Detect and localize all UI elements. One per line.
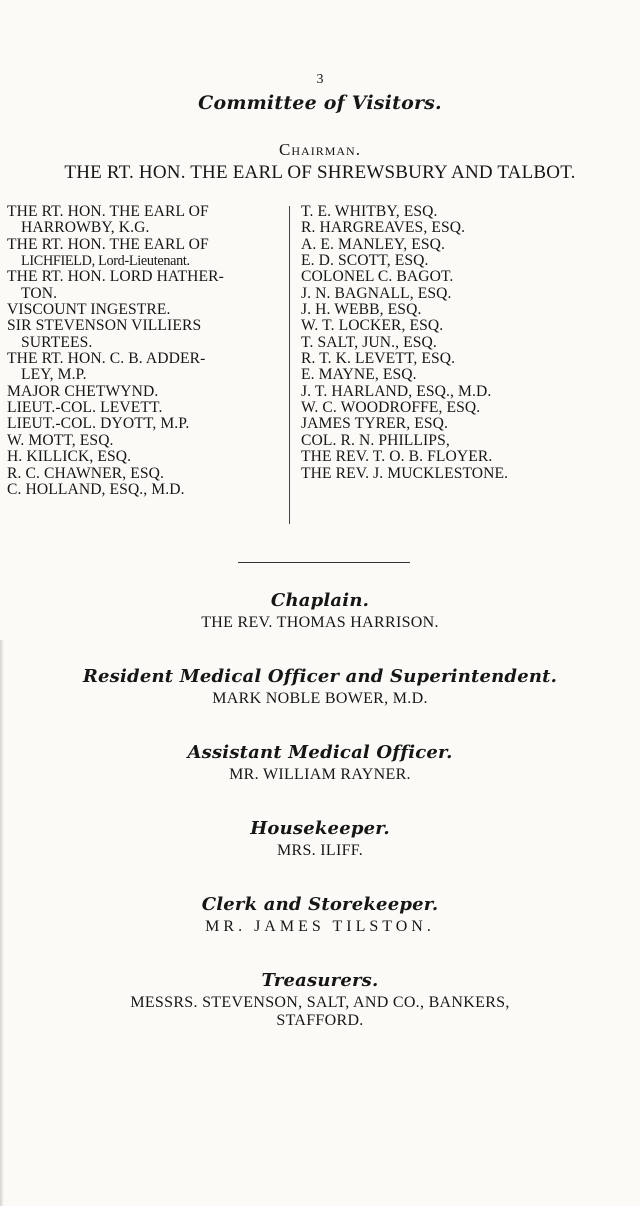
chairman-name: THE RT. HON. THE EARL OF SHREWSBURY AND TALBOT. [64,162,576,183]
page-number: 3 [316,72,324,87]
office-name-treasurers-place: STAFFORD. [276,1012,364,1029]
chairman-label: Chairman. [279,140,361,159]
committee-member: J. T. HARLAND, ESQ., M.D. [301,382,492,400]
committee-member [7,466,285,482]
member-line: LIEUT.-COL. LEVETT. [7,399,163,417]
member-line: LIEUT.-COL. DYOTT, M.P. [7,415,190,433]
committee-member [7,302,285,318]
column-divider [289,206,290,524]
office-name-housekeeper: MRS. ILIFF. [276,842,364,859]
office-name-assistant-medical-officer: MR. WILLIAM RAYNER. [229,766,411,783]
committee-member [7,449,285,465]
committee-member [7,482,285,498]
member-line: C. HOLLAND, ESQ., M.D. [7,480,185,498]
committee-member: W. C. WOODROFFE, ESQ. [301,399,481,417]
office-name-treasurers: MESSRS. STEVENSON, SALT, AND CO., BANKERS, [130,994,510,1011]
page-heading: Committee of Visitors. [198,92,442,114]
member-line-continued: LICHFIELD, Lord-Lieutenant. [21,253,190,270]
office-title-assistant-medical-officer: Assistant Medical Officer. [187,742,453,763]
committee-member [7,400,285,416]
office-title-treasurers: Treasurers. [261,970,379,991]
committee-member: THE REV. J. MUCKLESTONE. [301,464,509,482]
committee-member: JAMES TYRER, ESQ. [301,415,448,433]
committee-member: W. T. LOCKER, ESQ. [301,317,444,335]
member-line: R. C. CHAWNER, ESQ. [7,464,165,482]
committee-member: T. SALT, JUN., ESQ. [301,333,437,351]
committee-member [7,318,285,351]
committee-member: A. E. MANLEY, ESQ. [301,235,446,253]
office-name-resident-medical-officer: MARK NOBLE BOWER, M.D. [212,690,428,707]
committee-member: R. T. K. LEVETT, ESQ. [301,350,456,368]
committee-member: E. MAYNE, ESQ. [301,366,417,384]
office-name-chaplain: THE REV. THOMAS HARRISON. [201,614,439,631]
member-line: VISCOUNT INGESTRE. [7,301,171,319]
member-line: THE RT. HON. THE EARL OF [7,235,209,253]
committee-member [7,204,285,237]
member-line: THE RT. HON. THE EARL OF [7,203,209,220]
committee-member: E. D. SCOTT, ESQ. [301,252,429,270]
committee-member: J. H. WEBB, ESQ. [301,301,422,319]
member-line: SIR STEVENSON VILLIERS [7,317,202,335]
committee-member [7,416,285,432]
member-line: THE RT. HON. LORD HATHER- [7,268,224,286]
member-line-continued: HARROWBY, K.G. [21,219,150,237]
committee-member: T. E. WHITBY, ESQ. [301,203,438,220]
member-line: MAJOR CHETWYND. [7,382,159,400]
office-title-housekeeper: Housekeeper. [250,818,390,839]
committee-member: COL. R. N. PHILLIPS, [301,431,450,449]
committee-member: COLONEL C. BAGOT. [301,268,454,286]
committee-member [7,237,285,270]
committee-member [7,384,285,400]
office-title-clerk-storekeeper: Clerk and Storekeeper. [201,894,439,915]
committee-member [7,433,285,449]
member-line: THE RT. HON. C. B. ADDER- [7,350,206,368]
committee-member [7,351,285,384]
committee-member: THE REV. T. O. B. FLOYER. [301,448,493,466]
office-title-resident-medical-officer: Resident Medical Officer and Superintendent. [82,666,558,687]
committee-left-column [7,204,285,498]
committee-member: J. N. BAGNALL, ESQ. [301,284,452,302]
office-name-clerk-storekeeper: MR. JAMES TILSTON. [205,918,435,935]
member-line: H. KILLICK, ESQ. [7,448,132,466]
committee-right-column [301,204,636,482]
committee-member: R. HARGREAVES, ESQ. [301,219,466,237]
member-line: W. MOTT, ESQ. [7,431,114,449]
committee-member [7,269,285,302]
section-rule [238,562,410,563]
office-title-chaplain: Chaplain. [270,590,370,611]
member-line-continued: SURTEES. [21,333,93,351]
member-line-continued: LEY, M.P. [21,366,87,384]
member-line-continued: TON. [21,284,58,302]
